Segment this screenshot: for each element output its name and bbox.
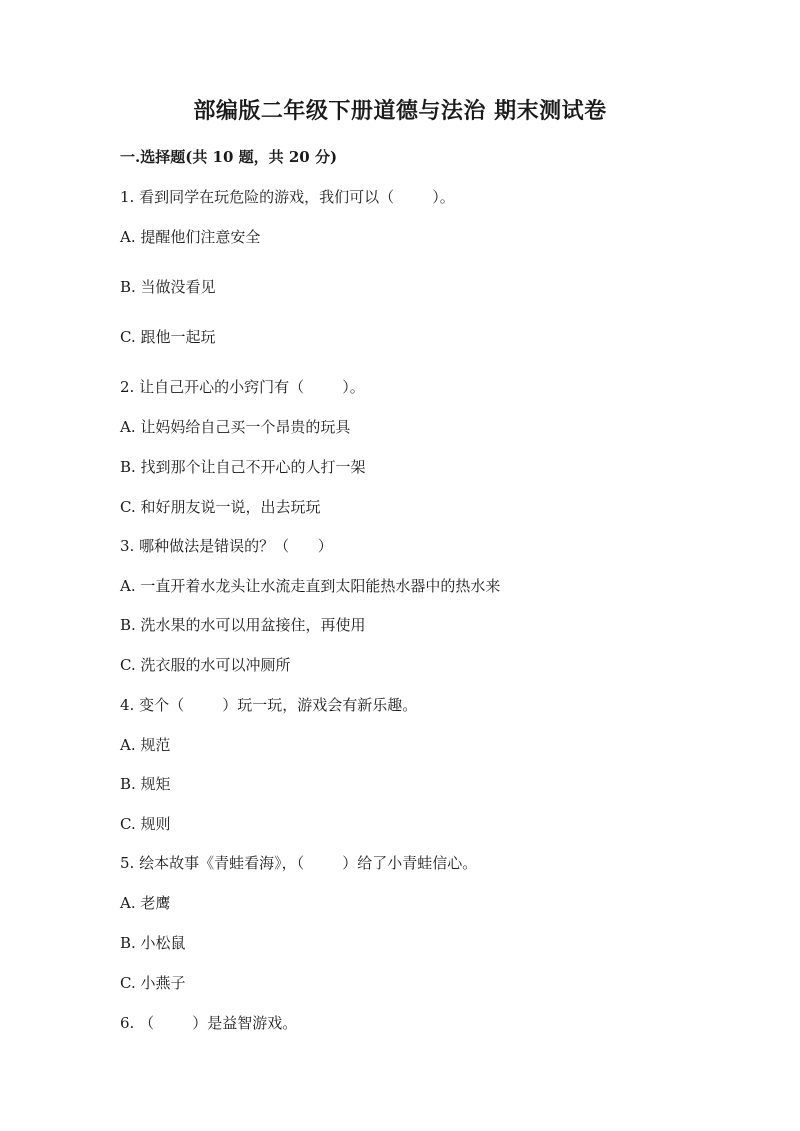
question-3-stem: 3. 哪种做法是错误的？（ ） bbox=[120, 537, 333, 555]
question-2-option-b: B. 找到那个让自己不开心的人打一架 bbox=[120, 458, 366, 476]
question-5-stem: 5. 绘本故事《青蛙看海》，（ ）给了小青蛙信心。 bbox=[120, 854, 478, 872]
section-heading: 一.选择题(共 10 题，共 20 分) bbox=[120, 148, 338, 166]
question-4-option-a: A. 规范 bbox=[120, 736, 171, 754]
question-4-option-c: C. 规则 bbox=[120, 815, 171, 833]
question-3-option-b: B. 洗水果的水可以用盆接住，再使用 bbox=[120, 616, 366, 634]
question-1-option-a: A. 提醒他们注意安全 bbox=[120, 228, 261, 246]
question-1-stem: 1. 看到同学在玩危险的游戏，我们可以（ ）。 bbox=[120, 188, 455, 206]
question-1-option-c: C. 跟他一起玩 bbox=[120, 328, 216, 346]
question-5-option-b: B. 小松鼠 bbox=[120, 934, 186, 952]
question-2-option-c: C. 和好朋友说一说，出去玩玩 bbox=[120, 498, 321, 516]
question-3-option-c: C. 洗衣服的水可以冲厕所 bbox=[120, 656, 291, 674]
question-4-stem: 4. 变个（ ）玩一玩，游戏会有新乐趣。 bbox=[120, 696, 418, 714]
question-6-stem: 6. （ ）是益智游戏。 bbox=[120, 1014, 298, 1032]
question-4-option-b: B. 规矩 bbox=[120, 775, 171, 793]
page-title: 部编版二年级下册道德与法治 期末测试卷 bbox=[193, 98, 607, 124]
question-2-option-a: A. 让妈妈给自己买一个昂贵的玩具 bbox=[120, 418, 351, 436]
question-1-option-b: B. 当做没看见 bbox=[120, 278, 216, 296]
question-5-option-a: A. 老鹰 bbox=[120, 894, 171, 912]
question-3-option-a: A. 一直开着水龙头让水流走直到太阳能热水器中的热水来 bbox=[120, 577, 501, 595]
question-2-stem: 2. 让自己开心的小窍门有（ ）。 bbox=[120, 378, 365, 396]
question-5-option-c: C. 小燕子 bbox=[120, 974, 186, 992]
